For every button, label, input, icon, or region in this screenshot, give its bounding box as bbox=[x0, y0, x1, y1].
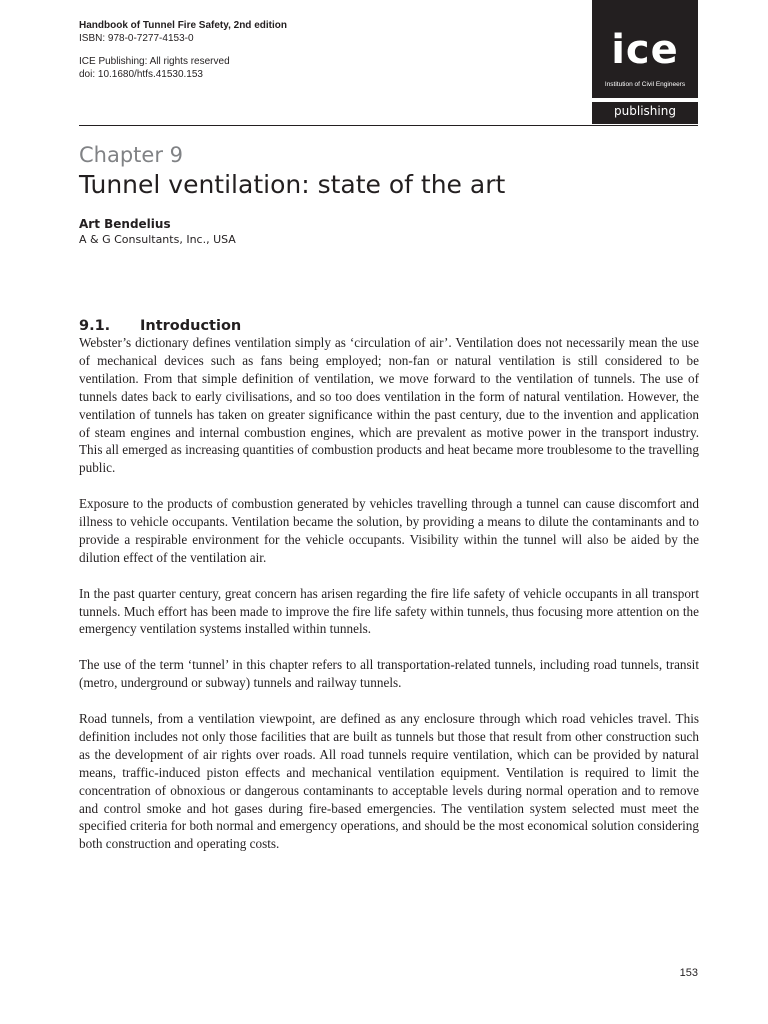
section-title: Introduction bbox=[140, 318, 242, 334]
author-name: Art Bendelius bbox=[79, 217, 171, 231]
author-affiliation: A & G Consultants, Inc., USA bbox=[79, 233, 236, 246]
publisher-rights: ICE Publishing: All rights reserved bbox=[79, 56, 230, 67]
page-number: 153 bbox=[679, 967, 698, 979]
ice-logo bbox=[592, 0, 698, 98]
paragraph: Road tunnels, from a ventilation viewpoint, are defined as any enclosure through which road vehicles travel. This definition includes not only those facilities that are built as tunnels but those that result from other construction such as the development of air rights over roads. All road tunnels require ventilation, which can be provided by natural means, traffic-induced piston effects and mechanical ventilation equipment. Ventilation is required to limit the concentration of obnoxious or dangerous contaminants to acceptable levels during normal operation and to remove and control smoke and hot gases during fire-based emergencies. The ventilation system selected must meet the specified criteria for both normal and emergency operations, and should be the most economical solution considering both construction and operating costs. bbox=[79, 710, 699, 852]
chapter-title: Tunnel ventilation: state of the art bbox=[79, 170, 506, 199]
chapter-label: Chapter 9 bbox=[79, 143, 183, 167]
paragraph: In the past quarter century, great concern has arisen regarding the fire life safety of vehicle occupants in all transport tunnels. Much effort has been made to improve the fire life safety within tunnels, thus focusing more attention on the emergency ventilation systems installed within tunnels. bbox=[79, 585, 699, 637]
book-title: Handbook of Tunnel Fire Safety, 2nd edition bbox=[79, 20, 287, 31]
paragraph: Webster’s dictionary defines ventilation simply as ‘circulation of air’. Ventilation does not necessarily mean the use of mechanical devices such as fans being employed; non-fan or natural ventilation is still considered to be ventilation. From that simple definition of ventilation, we move forward to the ventilation of tunnels. The use of tunnels dates back to early civilisations, and so too does ventilation in the form of natural ventilation. However, the ventilation of tunnels has taken on greater significance within the past century, due to the invention and application of steam engines and internal combustion engines, which are prevalent as motive power in the transport industry. This all emerged as increasing quantities of combustion products and heat became more troublesome to the travelling public. bbox=[79, 335, 699, 476]
paragraph: The use of the term ‘tunnel’ in this chapter refers to all transportation-related tunnels, including road tunnels, transit (metro, underground or subway) tunnels and railway tunnels. bbox=[79, 657, 699, 691]
body-text bbox=[79, 334, 699, 871]
isbn: ISBN: 978-0-7277-4153-0 bbox=[79, 32, 194, 44]
ice-institution-text: Institution of Civil Engineers bbox=[604, 81, 686, 88]
header-rule bbox=[79, 125, 698, 126]
section-number: 9.1. bbox=[79, 318, 111, 334]
section-heading bbox=[79, 318, 241, 334]
ice-logo-text: ice bbox=[611, 27, 679, 73]
doi: doi: 10.1680/htfs.41530.153 bbox=[79, 68, 203, 80]
paragraph: Exposure to the products of combustion generated by vehicles travelling through a tunnel can cause discomfort and illness to vehicle occupants. Ventilation became the solution, by providing a means to dilute the contaminants and to provide a respirable environment for the vehicle occupants. Visibility within the tunnel will also be aided by the dilution effect of the ventilation air. bbox=[79, 496, 699, 565]
publication-metadata bbox=[79, 20, 287, 81]
publishing-label: publishing bbox=[614, 104, 676, 118]
